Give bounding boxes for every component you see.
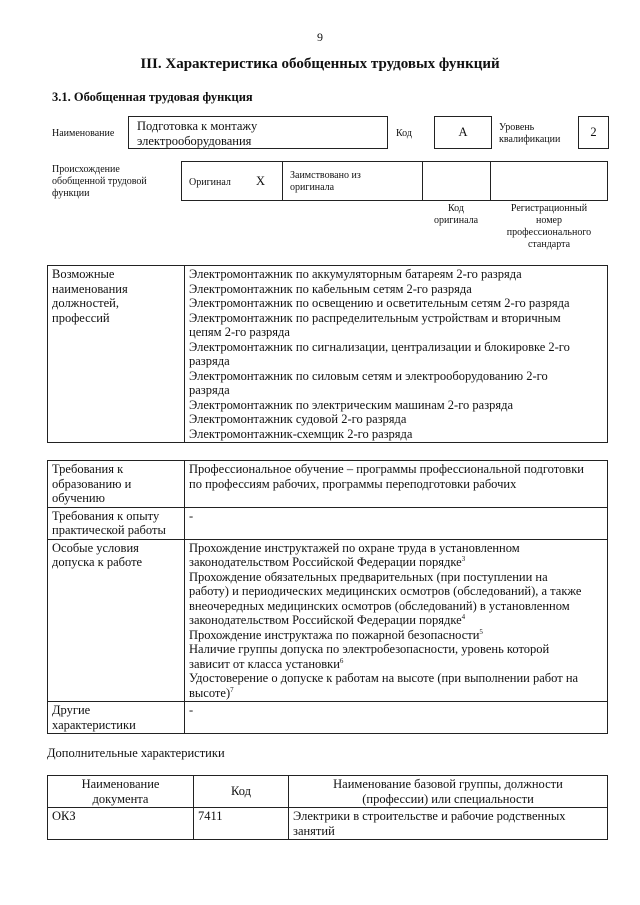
position-item: Электромонтажник по аккумуляторным батареям 2-го разряда: [189, 267, 522, 281]
table-row: [48, 266, 608, 443]
name-value-box: [128, 116, 388, 149]
footnote-ref: 7: [230, 685, 234, 694]
position-item: Электромонтажник по освещению и осветительным сетям 2-го разряда: [189, 296, 570, 310]
col-doc-header-line: документа: [92, 791, 149, 806]
condition-line: законодательством Российской Федерации порядке$^4$: [189, 612, 466, 627]
additional-table: [47, 775, 608, 840]
other-label-line: Другие: [52, 703, 91, 717]
borrowed-line1: Заимствовано из: [290, 170, 361, 181]
reg-number-line2: номер: [536, 215, 562, 226]
borrowed-line2: оригинала: [290, 182, 335, 193]
positions-label-line: должностей,: [52, 296, 119, 310]
code-value: A: [434, 116, 492, 149]
experience-label-line: Требования к опыту: [52, 508, 160, 523]
col-name-header-line: Наименование базовой группы, должности: [333, 777, 563, 791]
row-name-cell: [289, 808, 608, 840]
col-name-header-line: (профессии) или специальности: [362, 791, 534, 806]
positions-label-line: наименования: [52, 281, 128, 296]
experience-value: -: [189, 508, 194, 523]
table-row: [48, 461, 608, 508]
position-item: Электромонтажник по кабельным сетям 2-го разряда: [189, 281, 472, 296]
education-label-line: обучению: [52, 491, 105, 505]
additional-title: Дополнительные характеристики: [47, 746, 225, 760]
origin-label-line1: Происхождение: [52, 164, 120, 175]
conditions-label-line: Особые условия: [52, 540, 139, 555]
level-value: 2: [578, 116, 609, 149]
col-code-header: Код: [194, 776, 289, 808]
condition-line: Наличие группы допуска по электробезопасности, уровень которой: [189, 642, 550, 656]
other-value: -: [189, 703, 194, 717]
page-number: 9: [317, 30, 323, 44]
footnote-ref: 3: [461, 554, 466, 563]
reg-number-line1: Регистрационный: [510, 203, 588, 214]
origin-label-line2: обобщенной трудовой: [52, 176, 147, 187]
footnote-ref: 5: [479, 627, 483, 636]
condition-line: Прохождение инструктажа по пожарной безопасности$^5$: [189, 627, 483, 642]
other-label-cell: [48, 702, 185, 734]
condition-line: высоте)$^7$: [189, 685, 234, 700]
position-item: цепям 2-го разряда: [189, 325, 290, 339]
positions-table: [47, 265, 608, 443]
level-label-line2: квалификации: [499, 134, 561, 145]
condition-line: Удостоверение о допуске к работам на высоте (при выполнении работ на: [189, 671, 579, 685]
education-label-cell: [48, 461, 185, 508]
section-title: III. Характеристика обобщенных трудовых функций: [140, 56, 500, 72]
reg-number-line3: профессионального: [506, 227, 592, 238]
origin-divider-2: [422, 161, 423, 201]
experience-value-cell: [185, 507, 608, 539]
education-label-line: Требования к: [52, 462, 124, 476]
footnote-ref: 4: [461, 612, 466, 621]
name-label: Наименование: [52, 128, 115, 139]
other-value-cell: [185, 702, 608, 734]
level-label-line1: Уровень: [499, 122, 535, 133]
condition-line: Прохождение обязательных предварительных (при поступлении на: [189, 569, 548, 584]
condition-line: внеочередных медицинских осмотров (обследований) в установленном: [189, 598, 570, 613]
education-value-line: по профессиям рабочих, программы переподготовки рабочих: [189, 476, 517, 491]
positions-list-cell: [185, 266, 608, 443]
condition-line: работу) и периодических медицинских осмотров (обследований), а также: [189, 584, 582, 598]
positions-label-line: Возможные: [52, 267, 115, 281]
position-item: разряда: [189, 354, 230, 368]
table-row: [48, 539, 608, 702]
positions-label-line: профессий: [52, 310, 110, 325]
col-doc-header: [48, 776, 194, 808]
table-row: [48, 776, 608, 808]
position-item: Электромонтажник судовой 2-го разряда: [189, 412, 407, 426]
education-value-line: Профессиональное обучение – программы профессиональной подготовки: [189, 462, 584, 476]
name-value-line1: Подготовка к монтажу: [137, 119, 258, 133]
row-name-line: занятий: [293, 823, 335, 838]
reg-number-line4: стандарта: [527, 239, 571, 250]
position-item: Электромонтажник по распределительным устройствам и вторичным: [189, 310, 561, 325]
row-code-cell: 7411: [194, 808, 289, 840]
origin-divider-1: [282, 161, 283, 201]
education-label-line: образованию и: [52, 476, 132, 491]
experience-label-line: практической работы: [52, 523, 166, 537]
other-label-line: характеристики: [52, 717, 136, 732]
row-name-line: Электрики в строительстве и рабочие родственных: [293, 809, 566, 823]
position-item: Электромонтажник-схемщик 2-го разряда: [189, 426, 413, 441]
conditions-value-cell: [185, 539, 608, 702]
code-label: Код: [396, 128, 412, 139]
subsection-title: 3.1. Обобщенная трудовая функция: [52, 90, 253, 104]
position-item: Электромонтажник по силовым сетям и электрооборудованию 2-го: [189, 368, 548, 383]
table-row: [48, 808, 608, 840]
requirements-table: [47, 460, 608, 734]
original-mark: X: [256, 174, 266, 188]
conditions-label-cell: [48, 539, 185, 702]
condition-line: зависит от класса установки$^6$: [189, 656, 344, 671]
row-doc-cell: ОКЗ: [48, 808, 194, 840]
conditions-label-line: допуска к работе: [52, 555, 143, 569]
position-item: Электромонтажник по сигнализации, централизации и блокировке 2-го: [189, 339, 570, 354]
positions-label-cell: [48, 266, 185, 443]
name-value-line2: электрооборудования: [137, 134, 252, 148]
position-item: Электромонтажник по электрическим машинам 2-го разряда: [189, 397, 514, 412]
experience-label-cell: [48, 507, 185, 539]
footnote-ref: 6: [339, 656, 344, 665]
table-row: [48, 507, 608, 539]
education-value-cell: [185, 461, 608, 508]
origin-divider-3: [490, 161, 491, 201]
code-original-line2: оригинала: [433, 215, 479, 226]
position-item: разряда: [189, 383, 230, 397]
table-row: [48, 702, 608, 734]
condition-line: Прохождение инструктажей по охране труда в установленном: [189, 540, 520, 555]
col-name-header: [289, 776, 608, 808]
origin-box: [181, 161, 608, 201]
condition-line: законодательством Российской Федерации порядке$^3$: [189, 554, 466, 569]
code-original-line1: Код: [448, 203, 464, 214]
origin-label-line3: функции: [52, 188, 90, 199]
original-label: Оригинал: [189, 177, 231, 188]
col-doc-header-line: Наименование: [81, 777, 160, 791]
